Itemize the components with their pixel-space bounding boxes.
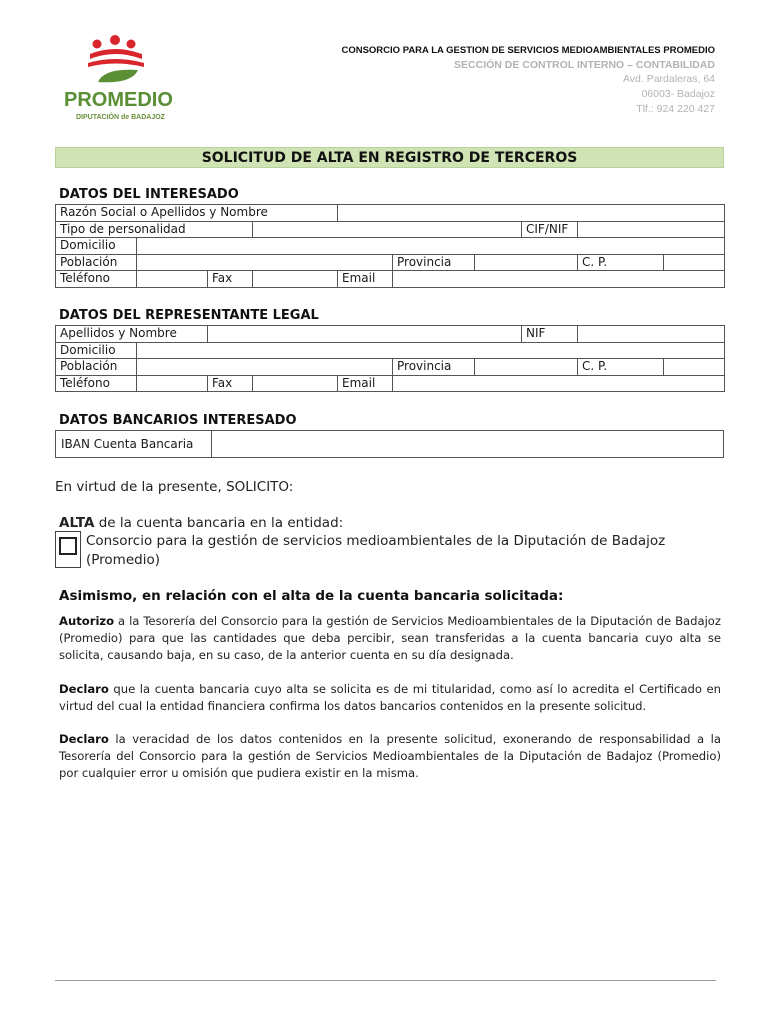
input-rep-cp[interactable] — [664, 359, 725, 376]
label-razon-social: Razón Social o Apellidos y Nombre — [56, 205, 338, 222]
input-domicilio[interactable] — [137, 238, 725, 255]
label-fax: Fax — [208, 271, 253, 288]
input-rep-fax[interactable] — [253, 375, 338, 392]
interesado-table — [55, 204, 725, 288]
label-telefono: Teléfono — [56, 271, 137, 288]
header-phone: Tlf.: 924 220 427 — [636, 103, 715, 115]
form-title: SOLICITUD DE ALTA EN REGISTRO DE TERCEROS — [55, 147, 724, 168]
paragraph-declaro-veracidad — [59, 731, 721, 782]
promedio-logo-icon — [62, 34, 174, 126]
label-rep-poblacion: Población — [56, 359, 137, 376]
input-razon-social[interactable] — [338, 205, 725, 222]
consorcio-checkbox[interactable] — [55, 531, 81, 568]
label-cif-nif: CIF/NIF — [522, 221, 578, 238]
alta-line — [59, 515, 343, 531]
iban-row[interactable] — [55, 430, 724, 458]
label-tipo-personalidad: Tipo de personalidad — [56, 221, 253, 238]
input-nif[interactable] — [578, 326, 725, 343]
representante-table — [55, 325, 725, 392]
input-rep-poblacion[interactable] — [137, 359, 393, 376]
input-rep-telefono[interactable] — [137, 375, 208, 392]
label-cp: C. P. — [578, 254, 664, 271]
label-rep-telefono: Teléfono — [56, 375, 137, 392]
input-rep-email[interactable] — [393, 375, 725, 392]
section-interesado-heading: DATOS DEL INTERESADO — [59, 187, 239, 202]
footer-divider — [55, 980, 716, 981]
input-apellidos-nombre[interactable] — [208, 326, 522, 343]
input-poblacion[interactable] — [137, 254, 393, 271]
declaro2-bold: Declaro — [59, 732, 109, 746]
label-iban: IBAN Cuenta Bancaria — [56, 431, 212, 457]
autorizo-text: a la Tesorería del Consorcio para la gestión de Servicios Medioambientales de la Diputación de Badajoz (Promedio) para que las cantidades que deba percibir, sean transferidas a la cuenta bancaria cuyo alta se solicita, causando baja, en su caso, de la anterior cuenta en su día designada. — [59, 614, 721, 662]
input-cif-nif[interactable] — [578, 221, 725, 238]
declaro2-text: la veracidad de los datos contenidos en la presente solicitud, exonerando de responsabilidad a la Tesorería del Consorcio para la gestión de Servicios Medioambientales de la Diputación de Badajoz (Promedio) por cualquier error u omisión que pudiera existir en la misma. — [59, 732, 721, 780]
input-email[interactable] — [393, 271, 725, 288]
section-bancarios-heading: DATOS BANCARIOS INTERESADO — [59, 413, 297, 428]
solicito-text: En virtud de la presente, SOLICITO: — [55, 479, 294, 495]
paragraph-declaro-titularidad — [59, 681, 721, 715]
label-nif: NIF — [522, 326, 578, 343]
label-email: Email — [338, 271, 393, 288]
label-rep-fax: Fax — [208, 375, 253, 392]
paragraph-autorizo — [59, 613, 721, 664]
input-rep-provincia[interactable] — [475, 359, 578, 376]
alta-rest: de la cuenta bancaria en la entidad: — [94, 515, 344, 531]
declaro1-bold: Declaro — [59, 682, 109, 696]
label-rep-email: Email — [338, 375, 393, 392]
header-org: CONSORCIO PARA LA GESTION DE SERVICIOS MEDIOAMBIENTALES PROMEDIO — [341, 45, 715, 56]
label-domicilio: Domicilio — [56, 238, 137, 255]
declaro1-text: que la cuenta bancaria cuyo alta se solicita es de mi titularidad, como así lo acredita el Certificado en virtud del cual la entidad financiera confirma los datos bancarios contenidos en la presente solicitud. — [59, 682, 721, 713]
autorizo-bold: Autorizo — [59, 614, 115, 628]
alta-bold: ALTA — [59, 515, 95, 531]
logo-wordmark: PROMEDIO — [64, 89, 173, 111]
input-telefono[interactable] — [137, 271, 208, 288]
input-tipo-personalidad[interactable] — [253, 221, 522, 238]
label-rep-provincia: Provincia — [393, 359, 475, 376]
logo-subtitle: DIPUTACIÓN de BADAJOZ — [76, 114, 165, 121]
input-fax[interactable] — [253, 271, 338, 288]
option-consorcio-line1: Consorcio para la gestión de servicios medioambientales de la Diputación de Badajoz — [86, 533, 666, 549]
label-rep-domicilio: Domicilio — [56, 342, 137, 359]
input-rep-domicilio[interactable] — [137, 342, 725, 359]
header-address: Avd. Pardaleras, 64 — [622, 73, 715, 85]
asimismo-heading: Asimismo, en relación con el alta de la cuenta bancaria solicitada: — [59, 588, 564, 604]
label-provincia: Provincia — [393, 254, 475, 271]
label-rep-cp: C. P. — [578, 359, 664, 376]
label-apellidos-nombre: Apellidos y Nombre — [56, 326, 208, 343]
header-city: 06003- Badajoz — [641, 88, 715, 100]
label-poblacion: Población — [56, 254, 137, 271]
option-consorcio-line2: (Promedio) — [86, 552, 160, 568]
header-section: SECCIÓN DE CONTROL INTERNO – CONTABILIDAD — [454, 59, 715, 71]
section-representante-heading: DATOS DEL REPRESENTANTE LEGAL — [59, 308, 319, 323]
input-provincia[interactable] — [475, 254, 578, 271]
input-cp[interactable] — [664, 254, 725, 271]
checkbox-square[interactable] — [59, 537, 77, 555]
